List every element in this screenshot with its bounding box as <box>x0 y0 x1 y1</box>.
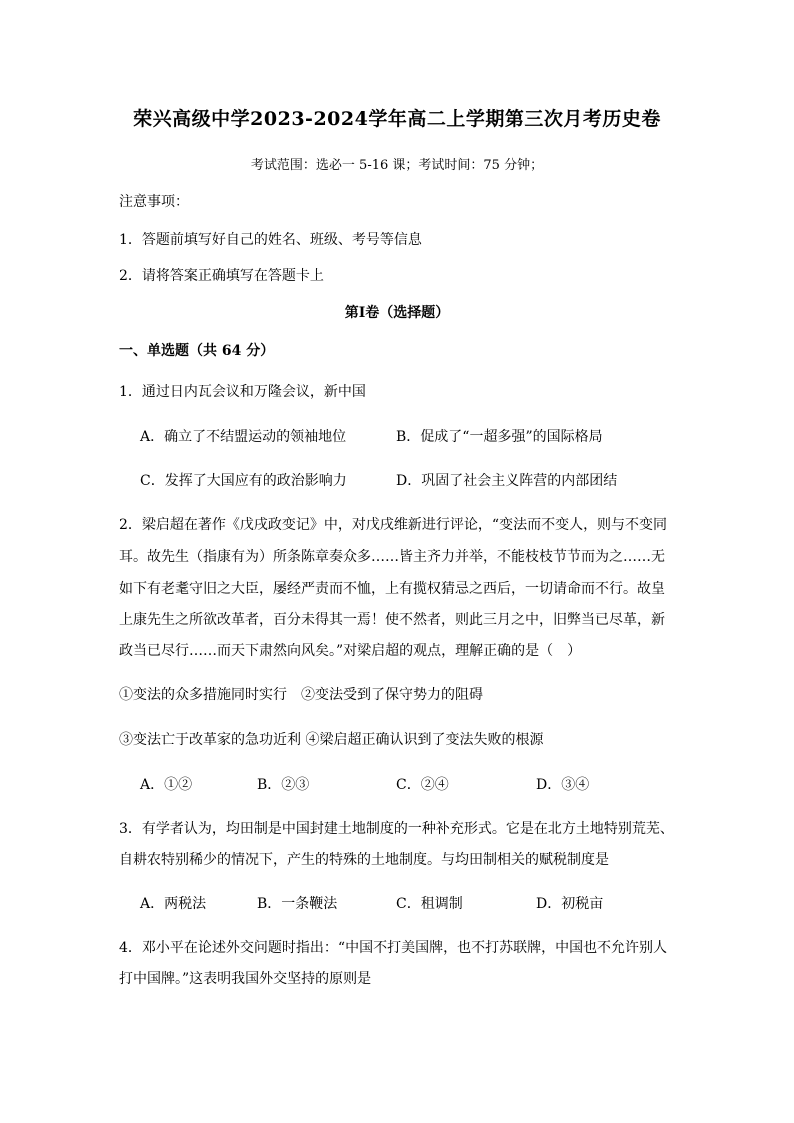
question-3-stem-line-1: 3．有学者认为，均田制是中国封建土地制度的一种补充形式。它是在北方土地特别荒芜、 <box>119 821 674 837</box>
question-1-option-a: A．确立了不结盟运动的领袖地位 <box>140 429 347 445</box>
question-4-stem-line-1: 4．邓小平在论述外交问题时指出：“中国不打美国牌，也不打苏联牌，中国也不允许别人 <box>119 940 668 956</box>
question-2-stem-line-1: 2．梁启超在著作《戊戌政变记》中，对戊戌维新进行评论，“变法而不变人，则与不变同 <box>119 517 668 533</box>
question-2-statements-2: ③变法亡于改革家的急功近利 ④梁启超正确认识到了变法失败的根源 <box>119 732 544 748</box>
question-1-option-c: C．发挥了大国应有的政治影响力 <box>140 473 347 489</box>
question-2-stem-line-2: 耳。故先生（指康有为）所条陈章奏众多……皆主齐力并举，不能枝枝节节而为之……无 <box>119 549 665 565</box>
note-item-2: 2．请将答案正确填写在答题卡上 <box>119 268 324 284</box>
question-2-option-d: D．③④ <box>536 777 590 793</box>
question-3-option-b: B．一条鞭法 <box>257 896 338 912</box>
note-item-1: 1．答题前填写好自己的姓名、班级、考号等信息 <box>119 232 422 248</box>
volume-title: 第Ⅰ卷（选择题） <box>344 305 450 321</box>
notes-heading: 注意事项： <box>119 194 189 210</box>
exam-title: 荣兴高级中学2023-2024学年高二上学期第三次月考历史卷 <box>133 108 661 130</box>
question-2-option-c: C．②④ <box>396 777 449 793</box>
question-2-stem-line-4: 上康先生之所欲改革者，百分未得其一焉！使不然者，则此三月之中，旧弊当已尽革，新 <box>119 612 665 628</box>
question-1-option-d: D．巩固了社会主义阵营的内部团结 <box>396 473 618 489</box>
section-title: 一、单选题（共 64 分） <box>119 343 275 359</box>
question-2-option-a: A．①② <box>140 777 193 793</box>
question-1-option-b: B．促成了“一超多强”的国际格局 <box>396 429 603 445</box>
question-2-statements-1: ①变法的众多措施同时实行 ②变法受到了保守势力的阻碍 <box>119 687 483 703</box>
question-3-option-a: A．两税法 <box>140 896 207 912</box>
question-2-stem-line-3: 如下有老耄守旧之大臣，屡经严责而不恤，上有揽权猜忌之西后，一切请命而不行。故皇 <box>119 581 665 597</box>
question-1-stem: 1．通过日内瓦会议和万隆会议，新中国 <box>119 384 366 400</box>
question-3-stem-line-2: 自耕农特别稀少的情况下，产生的特殊的土地制度。与均田制相关的赋税制度是 <box>119 852 609 868</box>
question-3-option-d: D．初税亩 <box>536 896 604 912</box>
question-4-stem-line-2: 打中国牌。”这表明我国外交坚持的原则是 <box>119 971 372 987</box>
exam-subtitle: 考试范围：选必一 5-16 课；考试时间：75 分钟； <box>250 158 544 173</box>
question-2-option-b: B．②③ <box>257 777 310 793</box>
question-3-option-c: C．租调制 <box>396 896 463 912</box>
question-2-stem-line-5: 政当已尽行……而天下肃然向风矣。”对梁启超的观点，理解正确的是（ ） <box>119 643 582 659</box>
